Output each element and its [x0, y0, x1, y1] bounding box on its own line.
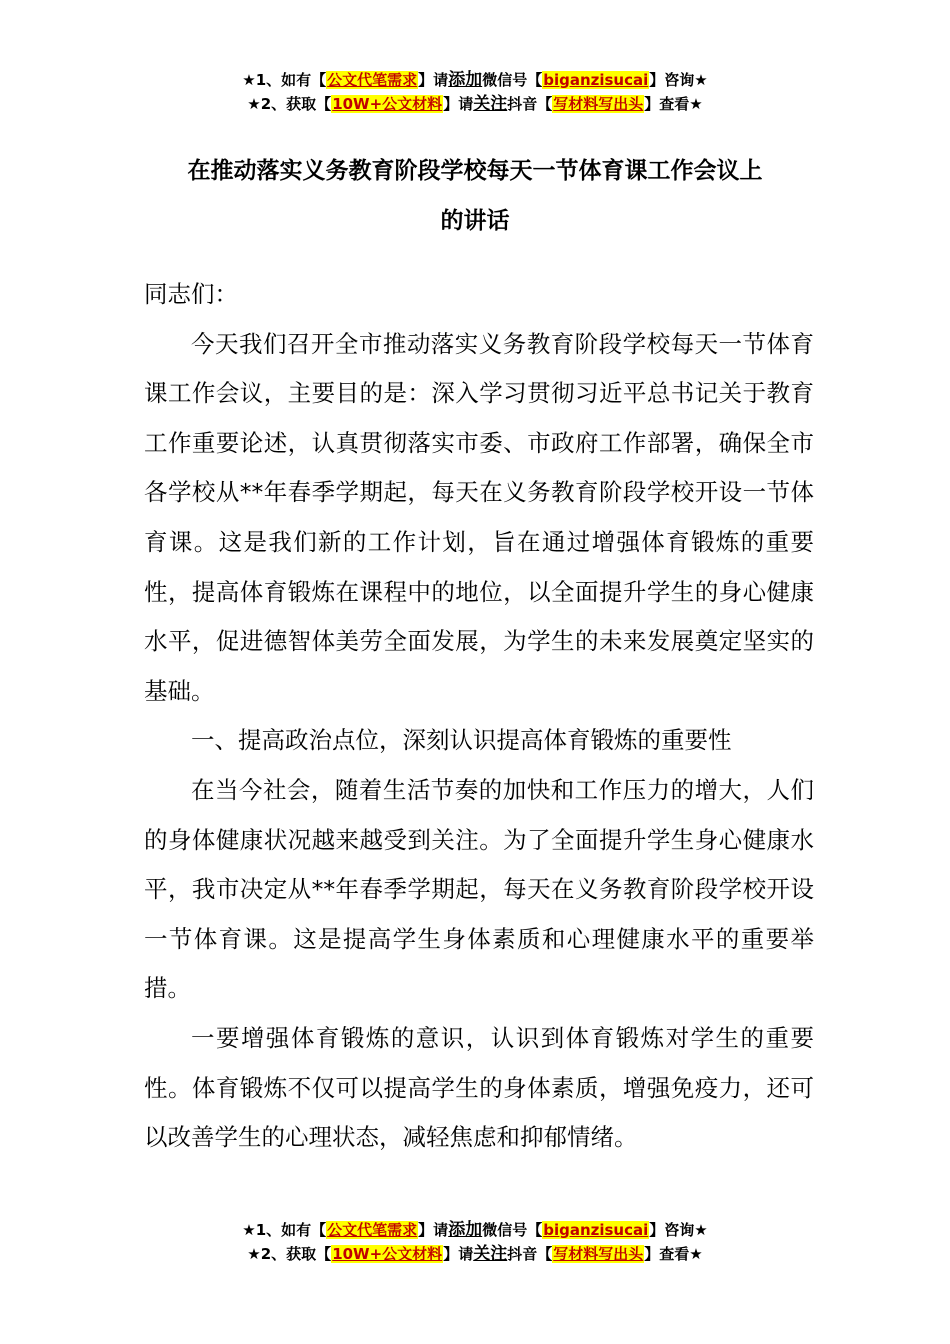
document-title: [100, 146, 850, 246]
ad-line-1-emphasis: 添加: [448, 70, 483, 90]
ad-line-2: [0, 92, 950, 116]
ad-footer-line-2: [0, 1242, 950, 1266]
document-body: [144, 270, 814, 1163]
ad-footer-line-2-douyin-id: 写材料写出头: [553, 1245, 644, 1263]
ad-line-1-suffix: 】咨询★: [649, 71, 708, 89]
ad-footer-line-1: [0, 1218, 950, 1242]
ad-footer: [0, 1218, 950, 1266]
ad-line-2-prefix: ★2、获取【: [247, 95, 332, 113]
ad-footer-line-2-mid: 】请: [443, 1245, 474, 1263]
ad-line-1-mid: 】请: [418, 71, 449, 89]
ad-footer-line-1-mid2: 微信号【: [482, 1221, 543, 1239]
ad-footer-line-1-emphasis: 添加: [448, 1220, 483, 1240]
ad-footer-line-2-suffix: 】查看★: [644, 1245, 703, 1263]
body-paragraph-point-1: 一要增强体育锻炼的意识，认识到体育锻炼对学生的重要性。体育锻炼不仅可以提高学生的身体素质，增强免疫力，还可以改善学生的心理状态，减轻焦虑和抑郁情绪。: [144, 1023, 814, 1152]
ad-footer-line-1-suffix: 】咨询★: [649, 1221, 708, 1239]
ad-footer-line-1-prefix: ★1、如有【: [242, 1221, 327, 1239]
ad-line-2-douyin-id: 写材料写出头: [553, 95, 644, 113]
ad-footer-line-2-emphasis: 关注: [473, 1244, 508, 1264]
ad-footer-line-1-mid: 】请: [418, 1221, 449, 1239]
document-title-line-2: 的讲话: [440, 208, 510, 234]
ad-line-1-prefix: ★1、如有【: [242, 71, 327, 89]
ad-line-1-service-highlight: 公文代笔需求: [327, 71, 418, 89]
ad-footer-line-1-wechat-id: biganzisucai: [543, 1221, 649, 1239]
ad-line-2-materials-highlight: 10W+公文材料: [332, 95, 443, 113]
document-title-line-1: 在推动落实义务教育阶段学校每天一节体育课工作会议上: [187, 158, 763, 184]
ad-line-1-wechat-id: biganzisucai: [543, 71, 649, 89]
ad-footer-line-2-mid2: 抖音【: [507, 1245, 553, 1263]
section-heading-1: 一、提高政治点位，深刻认识提高体育锻炼的重要性: [191, 726, 732, 755]
ad-footer-line-1-service-highlight: 公文代笔需求: [327, 1221, 418, 1239]
ad-footer-line-2-prefix: ★2、获取【: [247, 1245, 332, 1263]
ad-line-1-mid2: 微信号【: [482, 71, 543, 89]
ad-line-2-mid2: 抖音【: [507, 95, 553, 113]
ad-line-2-mid: 】请: [443, 95, 474, 113]
ad-footer-line-2-materials-highlight: 10W+公文材料: [332, 1245, 443, 1263]
salutation: 同志们：: [144, 280, 238, 308]
ad-header: [0, 68, 950, 116]
ad-line-1: [0, 68, 950, 92]
ad-line-2-emphasis: 关注: [473, 94, 508, 114]
body-paragraph-intro: 今天我们召开全市推动落实义务教育阶段学校每天一节体育课工作会议，主要目的是：深入学习贯彻习近平总书记关于教育工作重要论述，认真贯彻落实市委、市政府工作部署，确保全市各学校从**年春季学期起，每天在义务教育阶段学校开设一节体育课。这是我们新的工作计划，旨在通过增强体育锻炼的重要性，提高体育锻炼在课程中的地位，以全面提升学生的身心健康水平，促进德智体美劳全面发展，为学生的未来发展奠定坚实的基础。: [144, 329, 814, 705]
body-paragraph-context: 在当今社会，随着生活节奏的加快和工作压力的增大，人们的身体健康状况越来越受到关注。为了全面提升学生身心健康水平，我市决定从**年春季学期起，每天在义务教育阶段学校开设一节体育课。这是提高学生身体素质和心理健康水平的重要举措。: [144, 775, 814, 1003]
ad-line-2-suffix: 】查看★: [644, 95, 703, 113]
